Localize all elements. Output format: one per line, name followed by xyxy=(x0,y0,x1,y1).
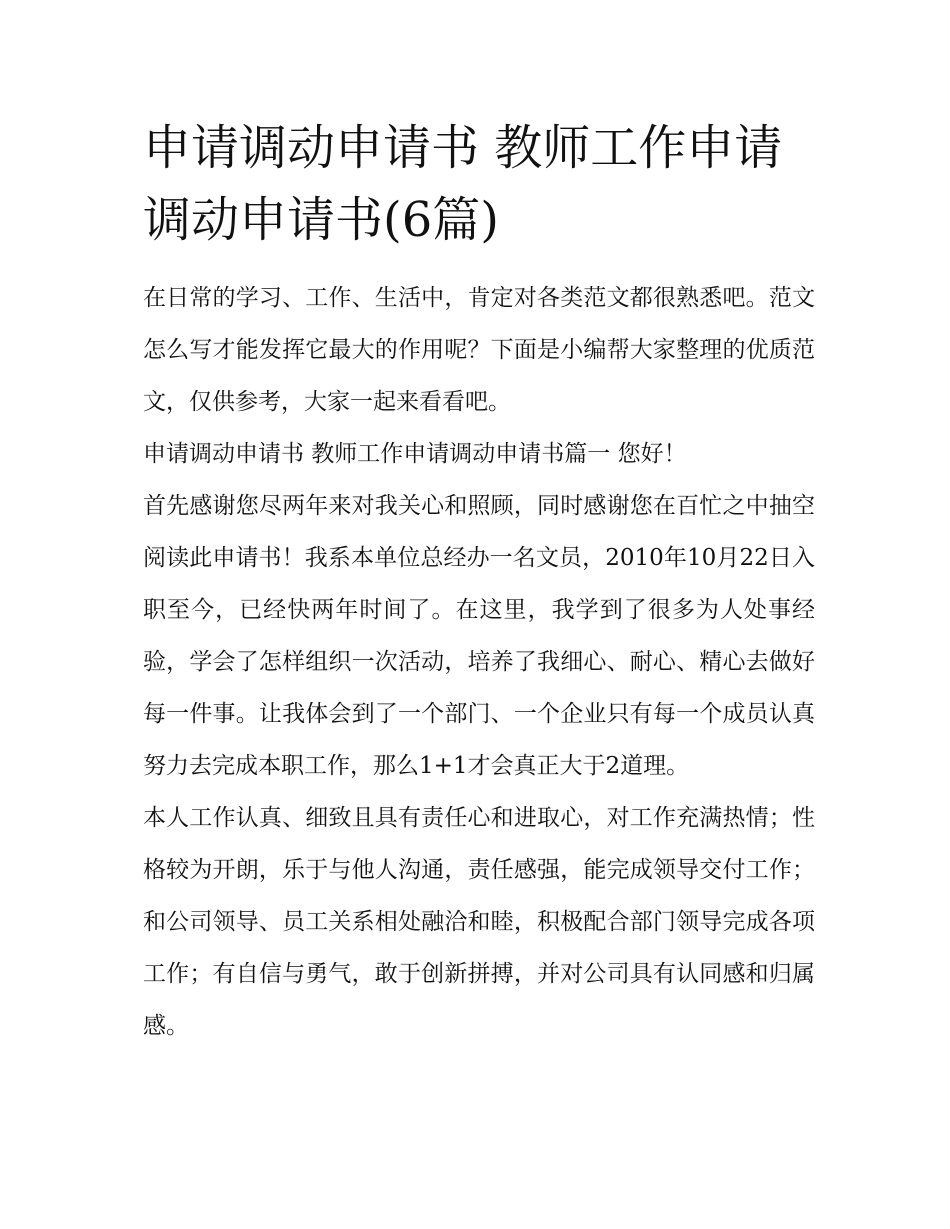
document-body xyxy=(143,272,815,1052)
document-title: 申请调动申请书 教师工作申请调动申请书(6篇) xyxy=(143,120,783,248)
paragraph-self-evaluation: 本人工作认真、细致且具有责任心和进取心，对工作充满热情；性格较为开朗，乐于与他人沟通，责任感强，能完成领导交付工作；和公司领导、员工关系相处融洽和睦，积极配合部门领导完成各项工作；有自信与勇气，敢于创新拼搏，并对公司具有认同感和归属感。 xyxy=(143,805,815,1039)
paragraph-thanks: 首先感谢您尽两年来对我关心和照顾，同时感谢您在百忙之中抽空阅读此申请书！我系本单位总经办一名文员，2010年10月22日入职至今，已经快两年时间了。在这里，我学到了很多为人处事经验，学会了怎样组织一次活动，培养了我细心、耐心、精心去做好每一件事。让我体会到了一个部门、一个企业只有每一个成员认真努力去完成本职工作，那么1+1才会真正大于2道理。 xyxy=(143,493,815,779)
paragraph-greeting: 申请调动申请书 教师工作申请调动申请书篇一 您好！ xyxy=(143,441,687,467)
paragraph-intro: 在日常的学习、工作、生活中，肯定对各类范文都很熟悉吧。范文怎么写才能发挥它最大的作用呢？下面是小编帮大家整理的优质范文，仅供参考，大家一起来看看吧。 xyxy=(143,285,815,415)
